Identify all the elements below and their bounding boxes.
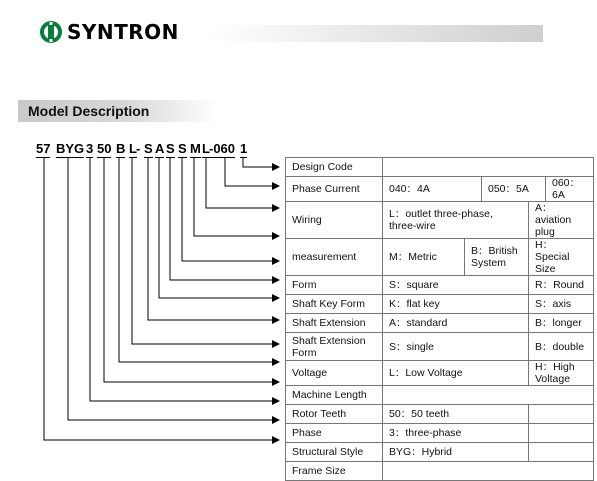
table-cell: L：outlet three-phase, three-wire [383,202,529,239]
model-spec-table [285,157,594,481]
row-label-wiring: Wiring [286,202,383,239]
code-segment-shaft-key-form: S [166,141,175,156]
table-row [286,333,594,361]
table-cell-empty [529,424,594,443]
table-cell-empty [383,158,594,177]
table-cell: H：Special Size [529,239,594,276]
table-row [286,314,594,333]
table-row [286,405,594,424]
table-row [286,462,594,481]
table-cell: 50：50 teeth [383,405,529,424]
table-row [286,386,594,405]
table-cell: 060：6A [546,177,594,202]
table-cell: B：double [529,333,594,361]
table-cell: B：British System [465,239,529,276]
table-cell: A：aviation plug [529,202,594,239]
row-label-form: Form [286,276,383,295]
arrow-measurement [194,158,279,236]
table-cell-empty [529,405,594,424]
table-row [286,361,594,386]
table-row [286,158,594,177]
table-cell: B：longer [529,314,594,333]
table-cell: H：High Voltage [529,361,594,386]
code-segment-shaft-extension: A [155,141,165,156]
code-segment-machine-length: B [116,141,126,156]
table-cell-empty [383,386,594,405]
table-row [286,295,594,314]
row-label-phase: Phase [286,424,383,443]
arrow-shaft-extension [159,158,279,298]
table-row [286,443,594,462]
row-label-shaft-extension: Shaft Extension [286,314,383,333]
table-cell: S：single [383,333,529,361]
table-cell: 040：4A [383,177,482,202]
table-row [286,202,594,239]
row-label-voltage: Voltage [286,361,383,386]
row-label-phase-current: Phase Current [286,177,383,202]
row-label-rotor-teeth: Rotor Teeth [286,405,383,424]
code-segment-phase-current: -060 [209,141,236,156]
row-label-structural-style: Structural Style [286,443,383,462]
code-segment-measurement: M [190,141,201,156]
table-cell: R：Round [529,276,594,295]
code-segment-phase: 3 [86,141,94,156]
code-segment-wiring: L [202,141,210,156]
arrow-design-code [243,158,279,167]
table-cell: S：square [383,276,529,295]
table-cell: 050：5A [482,177,546,202]
table-row [286,177,594,202]
table-cell: K：flat key [383,295,529,314]
row-label-design-code: Design Code [286,158,383,177]
arrow-phase-current [225,158,279,186]
arrow-shaft-extension-form [148,158,279,320]
table-cell: L：Low Voltage [383,361,529,386]
code-segment-frame-size: 57 [36,141,51,156]
arrow-machine-length [119,158,279,362]
table-row [286,424,594,443]
arrow-rotor-teeth [104,158,279,382]
table-cell: 3：three-phase [383,424,529,443]
row-label-frame-size: Frame Size [286,462,383,481]
table-row [286,276,594,295]
row-label-machine-length: Machine Length [286,386,383,405]
row-label-measurement: measurement [286,239,383,276]
brand-name: SYNTRON [67,20,179,44]
table-cell: A：standard [383,314,529,333]
arrow-form [182,158,279,261]
code-segment-voltage: L [129,141,137,156]
code-segment-design-code: 1 [240,141,248,156]
code-segment-shaft-ext-form: S [144,141,153,156]
section-title: Model Description [28,103,150,119]
row-label-shaft-extension-form: Shaft Extension Form [286,333,383,361]
table-cell-empty [529,443,594,462]
code-segment-structural-style: BYG [56,141,85,156]
table-cell: BYG：Hybrid [383,443,529,462]
arrow-frame-size [44,158,279,440]
table-cell-empty [383,462,594,481]
code-segment-form: S [178,141,187,156]
arrow-structural-style [68,158,279,420]
code-separator: - [136,141,141,156]
table-row [286,239,594,276]
table-cell: S：axis [529,295,594,314]
row-label-shaft-key-form: Shaft Key Form [286,295,383,314]
table-cell: M：Metric [383,239,465,276]
code-segment-rotor-teeth: 50 [97,141,112,156]
